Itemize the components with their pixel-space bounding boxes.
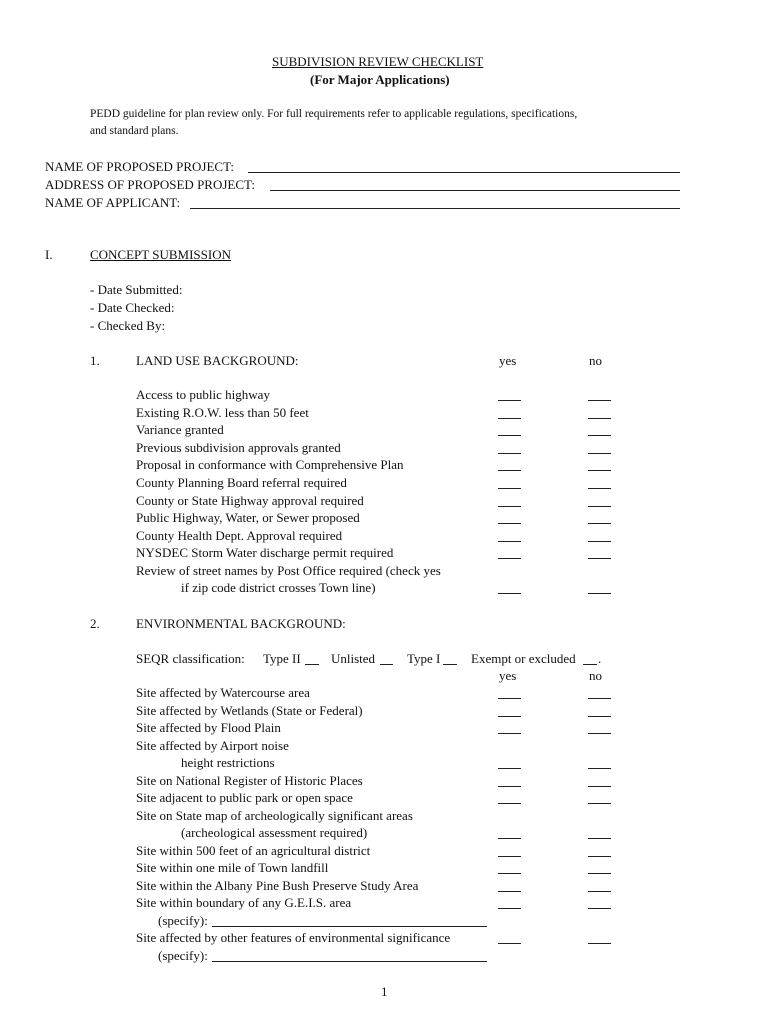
list-item-continuation: (specify): [158,948,208,963]
section-title: CONCEPT SUBMISSION [90,247,231,262]
no-checkbox-line[interactable] [588,541,611,542]
list-item: Site within 500 feet of an agricultural district [136,843,371,858]
no-checkbox-line[interactable] [588,698,611,699]
environmental-number: 2. [90,616,100,631]
date-checked-label: - Date Checked: [90,300,175,315]
yes-checkbox-line[interactable] [498,908,521,909]
land-use-title: LAND USE BACKGROUND: [136,353,299,368]
list-item: Site affected by Watercourse area [136,685,310,700]
yes-checkbox-line[interactable] [498,400,521,401]
page-number: 1 [381,984,388,999]
list-item: Site affected by Airport noise [136,738,289,753]
list-item: County Health Dept. Approval required [136,528,343,543]
no-checkbox-line[interactable] [588,856,611,857]
yes-checkbox-line[interactable] [498,698,521,699]
no-checkbox-line[interactable] [588,716,611,717]
no-checkbox-line[interactable] [588,786,611,787]
guideline-line-2: and standard plans. [90,125,179,137]
yes-checkbox-line[interactable] [498,523,521,524]
yes-checkbox-line[interactable] [498,786,521,787]
yes-checkbox-line[interactable] [498,435,521,436]
list-item: Existing R.O.W. less than 50 feet [136,405,309,420]
land-use-yes-header: yes [499,353,517,368]
yes-checkbox-line[interactable] [498,768,521,769]
seqr-type2-label: Type II [263,651,301,666]
yes-checkbox-line[interactable] [498,803,521,804]
yes-checkbox-line[interactable] [498,856,521,857]
yes-checkbox-line[interactable] [498,558,521,559]
guideline-line-1: PEDD guideline for plan review only. For full requirements refer to applicable regulations, specifications, [90,108,578,120]
seqr-unlisted-field[interactable] [380,664,393,665]
environmental-yes-header: yes [499,668,517,683]
list-item: Previous subdivision approvals granted [136,440,341,455]
land-use-number: 1. [90,353,100,368]
project-address-field[interactable] [270,190,680,191]
yes-checkbox-line[interactable] [498,506,521,507]
list-item: Proposal in conformance with Comprehensive Plan [136,457,404,472]
list-item: Site affected by other features of environmental significance [136,930,451,945]
list-item: Site within one mile of Town landfill [136,860,329,875]
list-item-continuation: (specify): [158,913,208,928]
yes-checkbox-line[interactable] [498,418,521,419]
specify-field[interactable] [212,961,487,962]
no-checkbox-line[interactable] [588,838,611,839]
list-item: Public Highway, Water, or Sewer proposed [136,510,360,525]
yes-checkbox-line[interactable] [498,838,521,839]
project-address-label: ADDRESS OF PROPOSED PROJECT: [45,177,255,192]
yes-checkbox-line[interactable] [498,943,521,944]
no-checkbox-line[interactable] [588,558,611,559]
no-checkbox-line[interactable] [588,488,611,489]
no-checkbox-line[interactable] [588,943,611,944]
list-item: Site affected by Wetlands (State or Federal) [136,703,363,718]
land-use-no-header: no [589,353,602,368]
yes-checkbox-line[interactable] [498,873,521,874]
no-checkbox-line[interactable] [588,435,611,436]
date-submitted-label: - Date Submitted: [90,282,183,297]
no-checkbox-line[interactable] [588,908,611,909]
project-name-field[interactable] [248,172,680,173]
no-checkbox-line[interactable] [588,523,611,524]
environmental-title: ENVIRONMENTAL BACKGROUND: [136,616,346,631]
yes-checkbox-line[interactable] [498,716,521,717]
list-item: Access to public highway [136,387,270,402]
list-item: Variance granted [136,422,224,437]
yes-checkbox-line[interactable] [498,453,521,454]
no-checkbox-line[interactable] [588,873,611,874]
list-item: Site adjacent to public park or open space [136,790,353,805]
no-checkbox-line[interactable] [588,453,611,454]
list-item-continuation: if zip code district crosses Town line) [181,580,376,595]
environmental-no-header: no [589,668,602,683]
no-checkbox-line[interactable] [588,593,611,594]
yes-checkbox-line[interactable] [498,891,521,892]
seqr-type1-label: Type I [407,651,441,666]
specify-field[interactable] [212,926,487,927]
seqr-exempt-field[interactable] [583,664,597,665]
no-checkbox-line[interactable] [588,400,611,401]
seqr-period: . [598,651,602,666]
yes-checkbox-line[interactable] [498,593,521,594]
list-item: County Planning Board referral required [136,475,347,490]
list-item: Site affected by Flood Plain [136,720,281,735]
list-item: County or State Highway approval required [136,493,364,508]
checked-by-label: - Checked By: [90,318,166,333]
seqr-type1-field[interactable] [443,664,457,665]
section-numeral: I. [45,247,53,262]
yes-checkbox-line[interactable] [498,733,521,734]
document-title: SUBDIVISION REVIEW CHECKLIST [272,54,484,69]
seqr-type2-field[interactable] [305,664,319,665]
no-checkbox-line[interactable] [588,418,611,419]
list-item: Site on State map of archeologically significant areas [136,808,413,823]
no-checkbox-line[interactable] [588,506,611,507]
seqr-unlisted-label: Unlisted [331,651,376,666]
applicant-name-label: NAME OF APPLICANT: [45,195,181,210]
project-name-label: NAME OF PROPOSED PROJECT: [45,159,234,174]
no-checkbox-line[interactable] [588,803,611,804]
list-item: Site within the Albany Pine Bush Preserve Study Area [136,878,419,893]
yes-checkbox-line[interactable] [498,541,521,542]
list-item-continuation: (archeological assessment required) [181,825,368,840]
no-checkbox-line[interactable] [588,733,611,734]
applicant-name-field[interactable] [190,208,680,209]
no-checkbox-line[interactable] [588,891,611,892]
list-item: Site within boundary of any G.E.I.S. area [136,895,352,910]
list-item: Site on National Register of Historic Places [136,773,363,788]
no-checkbox-line[interactable] [588,768,611,769]
yes-checkbox-line[interactable] [498,488,521,489]
list-item: Review of street names by Post Office required (check yes [136,563,441,578]
no-checkbox-line[interactable] [588,470,611,471]
yes-checkbox-line[interactable] [498,470,521,471]
list-item-continuation: height restrictions [181,755,275,770]
document-subtitle: (For Major Applications) [310,72,450,87]
list-item: NYSDEC Storm Water discharge permit required [136,545,394,560]
seqr-exempt-label: Exempt or excluded [471,651,576,666]
seqr-label: SEQR classification: [136,651,245,666]
